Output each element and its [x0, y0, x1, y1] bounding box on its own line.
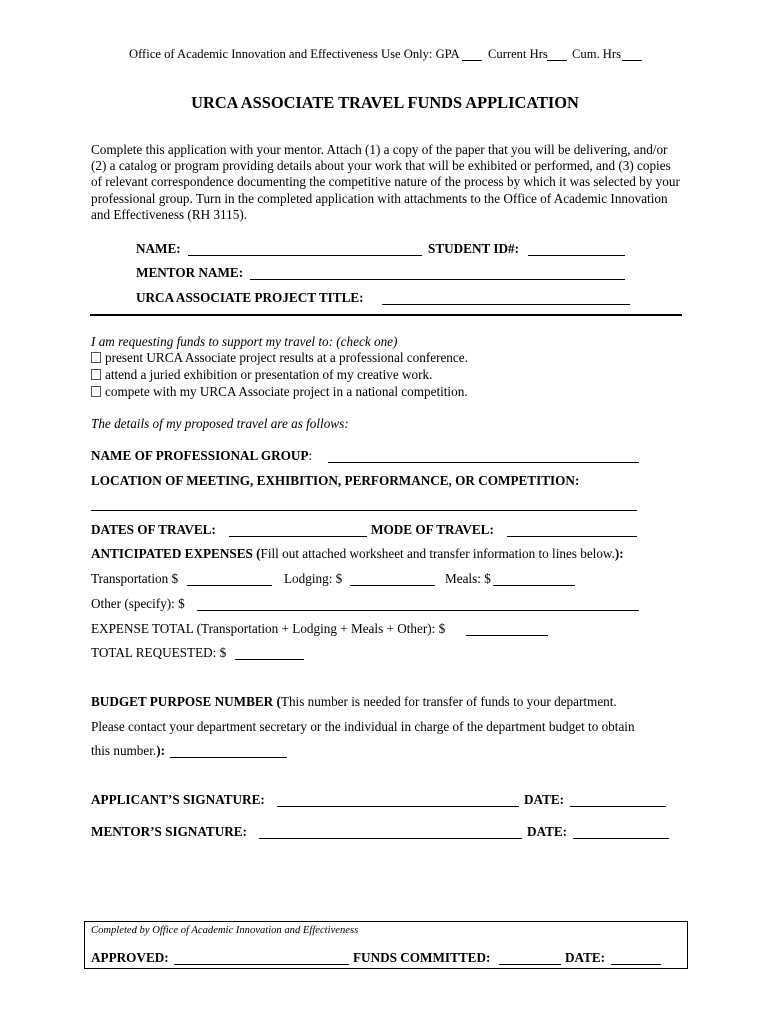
professional-group-field[interactable] — [328, 462, 639, 463]
mentor-date-field[interactable] — [573, 838, 669, 839]
mentor-signature-label: MENTOR’S SIGNATURE: — [91, 824, 247, 839]
mentor-name-label: MENTOR NAME: — [136, 265, 244, 280]
meals-field[interactable] — [493, 585, 575, 586]
student-id-field[interactable] — [528, 255, 625, 256]
funds-committed-label: FUNDS COMMITTED: — [353, 950, 491, 965]
location-label: LOCATION OF MEETING, EXHIBITION, PERFORMANCE, OR COMPETITION: — [91, 473, 580, 488]
lodging-field[interactable] — [350, 585, 435, 586]
transportation-field[interactable] — [187, 585, 272, 586]
budget-number-field[interactable] — [170, 757, 287, 758]
expense-total-field[interactable] — [466, 635, 548, 636]
checkbox-icon[interactable] — [91, 386, 101, 397]
student-id-label: STUDENT ID#: — [428, 241, 519, 256]
purpose-prompt: I am requesting funds to support my travel to: (check one) — [91, 334, 398, 349]
section-divider — [90, 314, 682, 316]
mentor-name-field[interactable] — [250, 279, 625, 280]
other-label: Other (specify): $ — [91, 596, 185, 611]
meals-label: Meals: $ — [445, 571, 491, 586]
cum-hrs-label: Cum. Hrs — [572, 47, 621, 61]
mode-field[interactable] — [507, 536, 637, 537]
checkbox-icon[interactable] — [91, 369, 101, 380]
name-field[interactable] — [188, 255, 422, 256]
mentor-signature-field[interactable] — [259, 838, 522, 839]
lodging-label: Lodging: $ — [284, 571, 343, 586]
project-title-label: URCA ASSOCIATE PROJECT TITLE: — [136, 290, 364, 305]
mode-label: MODE OF TRAVEL: — [371, 522, 494, 537]
cum-hrs-blank[interactable] — [622, 60, 642, 61]
office-use-gpa-label: Office of Academic Innovation and Effectiveness Use Only: GPA — [129, 47, 460, 61]
page-title: URCA ASSOCIATE TRAVEL FUNDS APPLICATION — [191, 93, 579, 112]
purpose-option-competition[interactable]: compete with my URCA Associate project in a national competition. — [91, 384, 468, 400]
total-requested-label: TOTAL REQUESTED: $ — [91, 645, 227, 660]
expense-total-label: EXPENSE TOTAL (Transportation + Lodging + Meals + Other): $ — [91, 621, 446, 636]
other-field[interactable] — [197, 610, 639, 611]
applicant-date-label: DATE: — [524, 792, 565, 807]
mentor-date-label: DATE: — [527, 824, 568, 839]
transportation-label: Transportation $ — [91, 571, 179, 586]
project-title-field[interactable] — [382, 304, 630, 305]
budget-instructions: Please contact your department secretary or the individual in charge of the department budget to obtain — [91, 719, 635, 734]
name-label: NAME: — [136, 241, 181, 256]
approved-label: APPROVED: — [91, 950, 169, 965]
approved-field[interactable] — [174, 964, 349, 965]
office-use-line — [129, 47, 460, 62]
office-date-label: DATE: — [565, 950, 606, 965]
purpose-option-conference[interactable]: present URCA Associate project results at a professional conference. — [91, 350, 468, 366]
office-box-caption: Completed by Office of Academic Innovation and Effectiveness — [91, 925, 359, 936]
dates-field[interactable] — [229, 536, 367, 537]
gpa-blank[interactable] — [462, 60, 482, 61]
applicant-signature-field[interactable] — [277, 806, 519, 807]
checkbox-icon[interactable] — [91, 352, 101, 363]
applicant-date-field[interactable] — [570, 806, 666, 807]
instructions-paragraph: Complete this application with your mentor. Attach (1) a copy of the paper that you will be delivering, and/or (2) a catalog or program providing details about your work that will be exhibited or performed, and (3) copies of relevant correspondence documenting the competitive nature of the process by which it was selected by your professional group. Turn in the completed application with attachments to the Office of Academic Innovation and Effectiveness (RH 3115). — [91, 142, 680, 222]
total-requested-field[interactable] — [235, 659, 304, 660]
funds-committed-field[interactable] — [499, 964, 561, 965]
expenses-heading: ANTICIPATED EXPENSES (Fill out attached worksheet and transfer information to lines below.): — [91, 546, 624, 561]
purpose-option-exhibition[interactable]: attend a juried exhibition or presentation of my creative work. — [91, 367, 432, 383]
current-hrs-label: Current Hrs — [488, 47, 548, 61]
applicant-signature-label: APPLICANT’S SIGNATURE: — [91, 792, 265, 807]
location-field[interactable] — [91, 510, 637, 511]
details-prompt: The details of my proposed travel are as follows: — [91, 416, 349, 431]
professional-group-label: NAME OF PROFESSIONAL GROUP: — [91, 448, 313, 463]
budget-heading: BUDGET PURPOSE NUMBER (This number is needed for transfer of funds to your department. — [91, 694, 617, 709]
dates-label: DATES OF TRAVEL: — [91, 522, 216, 537]
current-hrs-blank[interactable] — [547, 60, 567, 61]
office-date-field[interactable] — [611, 964, 661, 965]
budget-number-label: this number.): — [91, 743, 165, 758]
